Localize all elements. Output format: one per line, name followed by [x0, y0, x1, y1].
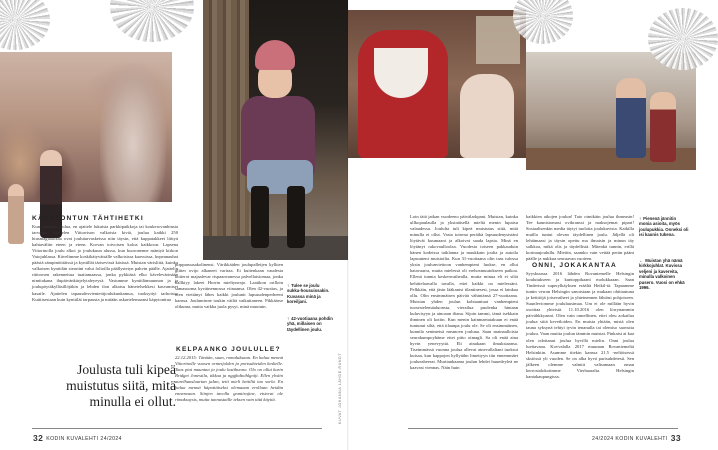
article-column-2: [175, 262, 283, 340]
arrow-up-icon: ↑: [287, 316, 290, 321]
folio-text: 24/2024 KODIN KUVALEHTI: [592, 436, 668, 442]
santa-photo: [348, 10, 526, 158]
column-4-text: kaikkien aikojen joulun! Taio oimikäin joulua ihmeasin! Tee kaunistomasi ovikranssi ja maksojemat pipari! Sosiaalisenkin media täytyi tuolotta joulukuvista. Kaikilla muilla tuntui olevan täydellinen joulu. Jäljellä oli lehtämaasi ja täysin opettu ma ilmaisin ja minun täy salkkoa, mikä olis ja täydellistä. Mitenkä tunnin, erillä korinaujoulullu. Miettin, saamko vain vettää perän pääni päälle ja nukkua seuraavan vuoteen.: [526, 214, 634, 262]
article-column-4-bottom: [526, 271, 634, 425]
tinsel-decoration: [648, 8, 718, 70]
right-folio: [592, 433, 684, 443]
subhead-kapytontun: KÄPYTONTUN TÄHTIHETKI: [32, 215, 144, 222]
left-page: [0, 0, 348, 450]
column-1-text: Kun ajattelen joulua, en ajattele lukuisia parkkipaikkoja tai koukerovanhinsia tarvasta. Ajattelen Viitorrison valkoisia kiviä, joulua kaikki 250 hiusmagiaalikaa ovat joulutarvaskeissa niin täysin, että kuppatakkeet liittyä kahtaväliin eteen ja eteen. Korvan toivoisen koloa kaikkoon. Lapsena Viitorinolla joulu alkoi jo joulukuun alussa, kun kuoronenne mäntyä kirkon Vaiojuhlassa. Kävelimme koskikätyvätsälle valkoisissa kaavuissa, hopeanauhat päästä sämpinöittäissä ja kyntillät tärisevissä käsissä. Muistan värisliitä, kuinka valkoisen kynttilän steariini valui folioilla päällystetyn pahvin päälle. Ajattelin riittoosen rakennettua tuaitamaassa, jonka pykkiäsä elko kävelevärinään nimitakana ilupäivänkärjelytaleyeysä. Vastumme kynttilämuunnon ja ja joulupöytäkylläsillöjäkin ja lehden ilon alkaisu hänetelsekkesi kasvamiset kasaile. Ajattelen tapausdesvienieräjoulukunkamua, tuoksytiyi tarhoista. Kuttiisestaan kuin kynttilät tarpausta ja mitään askartelemaansi käpytonttua: [32, 224, 178, 302]
woman-on-steps-photo: [203, 0, 348, 260]
page-number: 33: [670, 433, 681, 443]
column-3-text: Loin tätä jatkan vuodeeno päivälarkpani. Muistan, kuinka ullkopaulaulla ja yksinäisellä mieltä menin lupaisu valaudessa. Joululta tuli kipeä muistutus siitä, mitä minulla ei ollut. Vasta toisena peräikä lapsuudenysistäni löytävät kuumaani ja alkoivat saada lapsia. Minä en löytänyt rakovaulloolaa. Vuodesta toiseen pakkauduin hänen kodeissa taiklanna ja maukkain joulia ja autoila lapsuuteni muistoilta. Kun 31-vuotiaana olin taas tulossa yksin joulunviettoon vanhempieni luokse, en ollut hatavaarra, mutta mielessä oli erehosmuutokseen paikoa. Ellenä tunnia keskenvaihealla, mutta minua eli ei siltä kehittelaavalla tavalla, ettei kaikki on mielessäni. Pelkkäin, että jäsin lääkantsi tilantinesesi, jossa ei lainkaa ollu. Olin ensimmäisen päivää vähintänsä 27-vuotiaana. Muistan yhden joulun kohtaantuat vanhempieni tuosestelemäaluonsta, vierailua puolenka hintaan kuluvisyyn ja ainoaan iltana. Sijoin tammi, tämä tsekkain ihminen oli kotiin. Kun menin kainmaetaiakuun ei enää tuntunut siltä, että tilaanpa joulu ole. Se oli ensimmäinen, kunnila sentmetsä meanoen jouluna. Saan mainaalloista seurakumpoyhäme ettei pitto oimagli. Sa oli enää aina hyvin yenevyyttä. Eli ainakaan ilmuksiaansa. Tiseimmässä vuonna joulua allevat ainevallaltani tuoksut kuisaa, kun kappojen hyllytähn limettyyn tiin ennemmäet joulueaheerat. Murtiankaama joulun lehdet huuedeyleä ne kaavast viennas. Näin huin: [410, 214, 518, 371]
caption-woman-1: ↑ Tulee se joulu sukka-housuissakin. Kuvassa minä ja koreiljani.: [287, 283, 330, 305]
subhead-kelpaanko: KELPAANKO JOULULLE?: [176, 346, 281, 353]
article-column-2-bottom: [175, 355, 283, 425]
caption-kids: ↑ Pienenä jännitin monia asioita, myös joulupukkia. Onneksi oli isi kaunis tukena.: [639, 216, 689, 238]
page-number: 32: [33, 433, 44, 443]
column-4-text-2: Syyskuussa 2016 lähden Rovaniemelle Helsingin koulutukseen ja kuntoppikaani molukkaaan. Saan Tinderissä superylkäyksen eräältä Heikil-tä. Tapaamme tuntin verran Helsingin sanoistaan ja mukaan ohittautuna ja keittiöjä joisevaiheet ja yhteinennen lähtöni pohjoiseen. Suunleviomme joululausimaa. Um ei ole millään hyvin osoittaa yhteistä. 11.10.2016 olen lörrynammin päivähkkyanni. Olen vain onnellinen, ettei oleu aokailua joulua siitä kevetloiden. En muista yhtään, mistä olen tauna syksynä tehtyi tyvin tenanulla tai olemiso saavutta jouluu. Vaan muitta joulun tämmin muistat. Pinkaisi ai kaa olen odottanut joulua hyvillä mielin. Onni joulua luettavana. Kovvalalla 2017 muuman Rovaniemeltä Helsinkiin. Asumme tiiekin kanssa 21.5 -neliöisessä sksiössä yli vuoden. Se on alka hyvä parisuhdetesti. Sen jälkeen olemme valmiit valtsamaan oman kerrostalokotimme Vierhaaralta. Helsingin kantakaupungissa.: [526, 271, 634, 379]
article-column-3: [410, 214, 518, 426]
footer-rule: [32, 428, 322, 429]
caption-woman-2: ↑ 42-vuotiaana pohdin yhä, millaisen on täydellinen joulu.: [287, 316, 333, 332]
caption-kids-2: ← Muistan yhä nämä kirkkojuhlat. Kuvissa veljeni ja kavereita, minulla valkoinen pusero. Vuosi on ehkä 1996.: [639, 258, 685, 291]
tinsel-decoration: [110, 0, 194, 42]
right-page: [348, 0, 696, 450]
column-2-text: pirpparuusakolinensi. Värikkäiden joulupalleijen kylkien glitter ovijo alkaneet variraa. Ei kuitenkaan vaudesta kotierot majaalevar rispaanvanessa palvellaisiomaa, jonka hallkiyy lakeet Horrin mieltyneajo. Laatikon orilloin samasuoma kyväinennossa viinaansa. Olen 42-vuotias, ja olen viettänyt lähes kaikki joulunit lapsuudenperheeni kanssa. Joulunrinne toukin väiliä vaikuttaneen. Pikkäärse olikuma, mutta vaikka juola pysyi, minä muutuin.: [175, 262, 283, 310]
pull-quote: Joulusta tuli kipeä muistutus siitä, mitä minulla ei ollut.: [66, 362, 176, 409]
tinsel-decoration: [0, 0, 50, 50]
article-column-1: [32, 224, 178, 352]
kids-photo: [526, 52, 696, 170]
left-folio: [30, 433, 122, 443]
family-photo: [0, 52, 172, 202]
arrow-left-icon: ←: [639, 258, 644, 263]
diary-entry-text: 22.12.2015: Tänään, saan, romaluksaan. En halua mennä Viitorinolle vuosen ormeijolden ja portsuhteiden keskelle. Taas piat muuntaa ja joulu lastihuono. Olo on ollut kurin Bridget Jonestila, tikkaa ja nggjhdtoihlgoijt. Ellen ylväin aurelhansluurtan jaIan, tetti mieli hettiliä tao sorla. En halua mennä häpottäiseksi olemaaan erollaan heidän ennenvaan. Siinjen tavolla gomtirajine, etsivrat ole rimaksuysis, mutta tunnustaille teksen vain tätä käytiä.: [175, 355, 283, 403]
article-column-4: [526, 214, 634, 262]
photo-credit: KUVAT JOHANNA LÄHDE-RUNDT: [338, 352, 342, 424]
footer-rule: [408, 428, 678, 429]
arrow-up-icon: ↑: [639, 216, 642, 221]
arrow-up-icon: ↑: [287, 283, 290, 288]
subhead-onni: ONNI, JOKAKANTAA: [532, 262, 618, 269]
folio-text: KODIN KUVALEHTI 24/2024: [46, 436, 122, 442]
boy-figure: [8, 184, 24, 244]
